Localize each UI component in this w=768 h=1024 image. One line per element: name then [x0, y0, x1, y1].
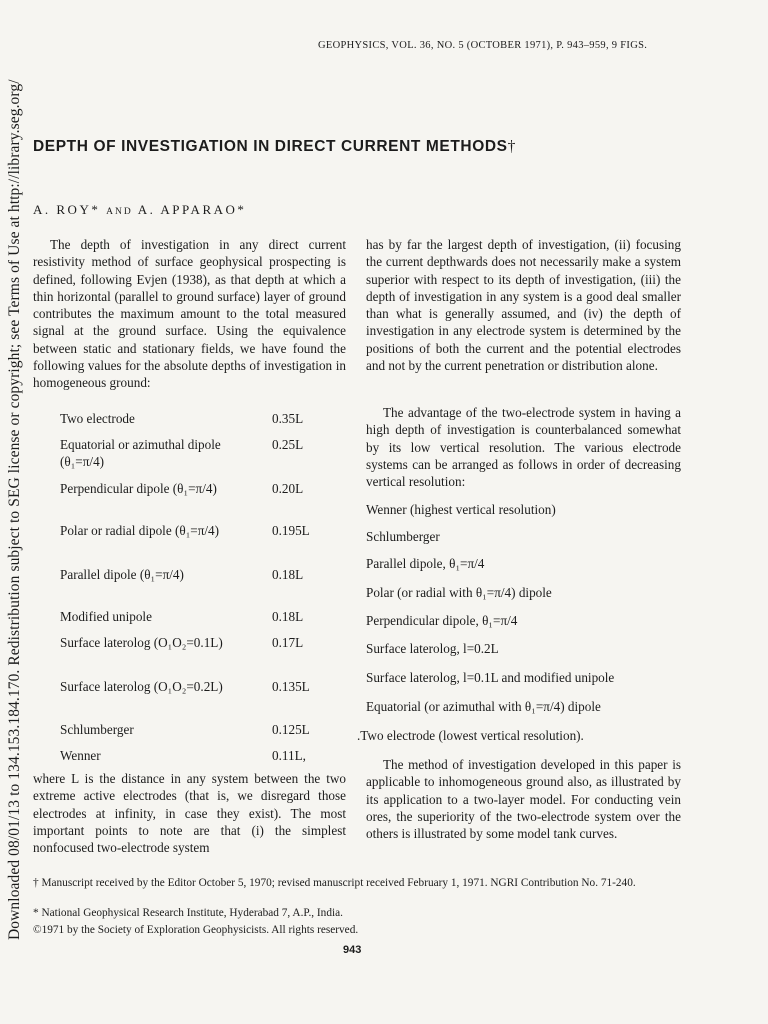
resolution-list-item: Polar (or radial with θ₁=π/4) dipole	[366, 585, 552, 600]
row-value: 0.18L	[272, 609, 304, 624]
resolution-list-item: Equatorial (or azimuthal with θ₁=π/4) dipole	[366, 699, 601, 714]
row-value: 0.35L	[272, 411, 304, 426]
right-paragraph-3: The method of investigation developed in this paper is applicable to inhomogeneous ground also, as illustrated by its application to a two-layer model. For conducting vein ores, the superiority of the two-electrode system over the others is illustrated by some model tank curves.	[366, 757, 681, 842]
row-value: 0.20L	[272, 481, 304, 496]
author-second: A. APPARAO*	[137, 202, 247, 217]
title-text: DEPTH OF INVESTIGATION IN DIRECT CURRENT METHODS	[33, 138, 508, 155]
row-name: Surface laterolog (O₁O₂=0.2L)	[60, 679, 223, 694]
row-name: Polar or radial dipole (θ₁=π/4)	[60, 523, 220, 538]
resolution-list-item: Parallel dipole, θ₁=π/4	[366, 556, 485, 571]
row-name: Perpendicular dipole (θ₁=π/4)	[60, 481, 217, 496]
row-value: 0.195L	[272, 523, 310, 538]
resolution-list-item: Perpendicular dipole, θ₁=π/4	[366, 613, 518, 628]
footnote-manuscript: † Manuscript received by the Editor October 5, 1970; revised manuscript received February 1, 1971. NGRI Contribution No. 71-240.	[33, 877, 636, 889]
resolution-list-item: Schlumberger	[366, 529, 440, 544]
row-value: 0.125L	[272, 722, 310, 737]
row-name: Two electrode	[60, 411, 135, 426]
authors	[33, 202, 246, 218]
download-notice: Downloaded 08/01/13 to 134.153.184.170. Redistribution subject to SEG license or copyright; see Terms of Use at http://library.seg.org/	[6, 79, 23, 940]
row-value: 0.11L,	[272, 748, 306, 763]
row-name: Parallel dipole (θ₁=π/4)	[60, 567, 184, 582]
left-intro-paragraph: The depth of investigation in any direct current resistivity method of surface geophysical prospecting is defined, following Evjen (1938), as that depth at which a thin horizontal (parallel to ground surface) layer of ground contributes the maximum amount to the total measured signal at the ground surface. Using the equivalence between static and stationary fields, we have found the following values for the absolute depths of investigation in homogeneous ground:	[33, 237, 346, 391]
resolution-list-item: Wenner (highest vertical resolution)	[366, 502, 556, 517]
resolution-list-item: Surface laterolog, l=0.1L and modified unipole	[366, 670, 615, 685]
row-value: 0.17L	[272, 635, 304, 650]
row-value: 0.25L	[272, 437, 304, 452]
right-paragraph-2: The advantage of the two-electrode system in having a high depth of investigation is counterbalanced somewhat by its low vertical resolution. The various electrode systems can be arranged as follows in order of decreasing vertical resolution:	[366, 405, 681, 490]
resolution-list-item: .Two electrode (lowest vertical resolution).	[357, 728, 584, 743]
row-value: 0.135L	[272, 679, 310, 694]
row-name: Schlumberger	[60, 722, 134, 737]
footnote-affiliation: * National Geophysical Research Institute, Hyderabad 7, A.P., India.	[33, 907, 343, 919]
row-value: 0.18L	[272, 567, 304, 582]
journal-header: GEOPHYSICS, VOL. 36, NO. 5 (OCTOBER 1971), P. 943–959, 9 FIGS.	[318, 40, 648, 51]
right-paragraph-1: has by far the largest depth of investigation, (ii) focusing the current depthwards does not necessarily make a system superior with respect to its depth of investigation, (iii) the depth of investigation in any system is a good deal smaller than what is generally assumed, and (iv) the depth of investigation in any electrode system is determined by the positions of both the current and the potential electrodes and not by the current penetration or distribution alone.	[366, 237, 681, 374]
paper-title	[33, 138, 516, 156]
row-name: Surface laterolog (O₁O₂=0.1L)	[60, 635, 223, 650]
footnote-copyright: ©1971 by the Society of Exploration Geophysicists. All rights reserved.	[33, 924, 359, 936]
row-name: Equatorial or azimuthal dipole (θ₁=π/4)	[60, 437, 221, 469]
page-number: 943	[343, 944, 362, 956]
title-footnote-mark: †	[507, 138, 516, 155]
author-first: A. ROY*	[33, 202, 101, 217]
row-name: Wenner	[60, 748, 101, 763]
author-conjunction: AND	[106, 207, 133, 217]
left-closing-paragraph: where L is the distance in any system between the two extreme active electrodes (that is, we disregard those electrodes at infinity, in case they exist). The most important points to note are that (i) the simplest nonfocused two-electrode system	[33, 771, 346, 856]
row-name: Modified unipole	[60, 609, 152, 624]
resolution-list-item: Surface laterolog, l=0.2L	[366, 641, 499, 656]
